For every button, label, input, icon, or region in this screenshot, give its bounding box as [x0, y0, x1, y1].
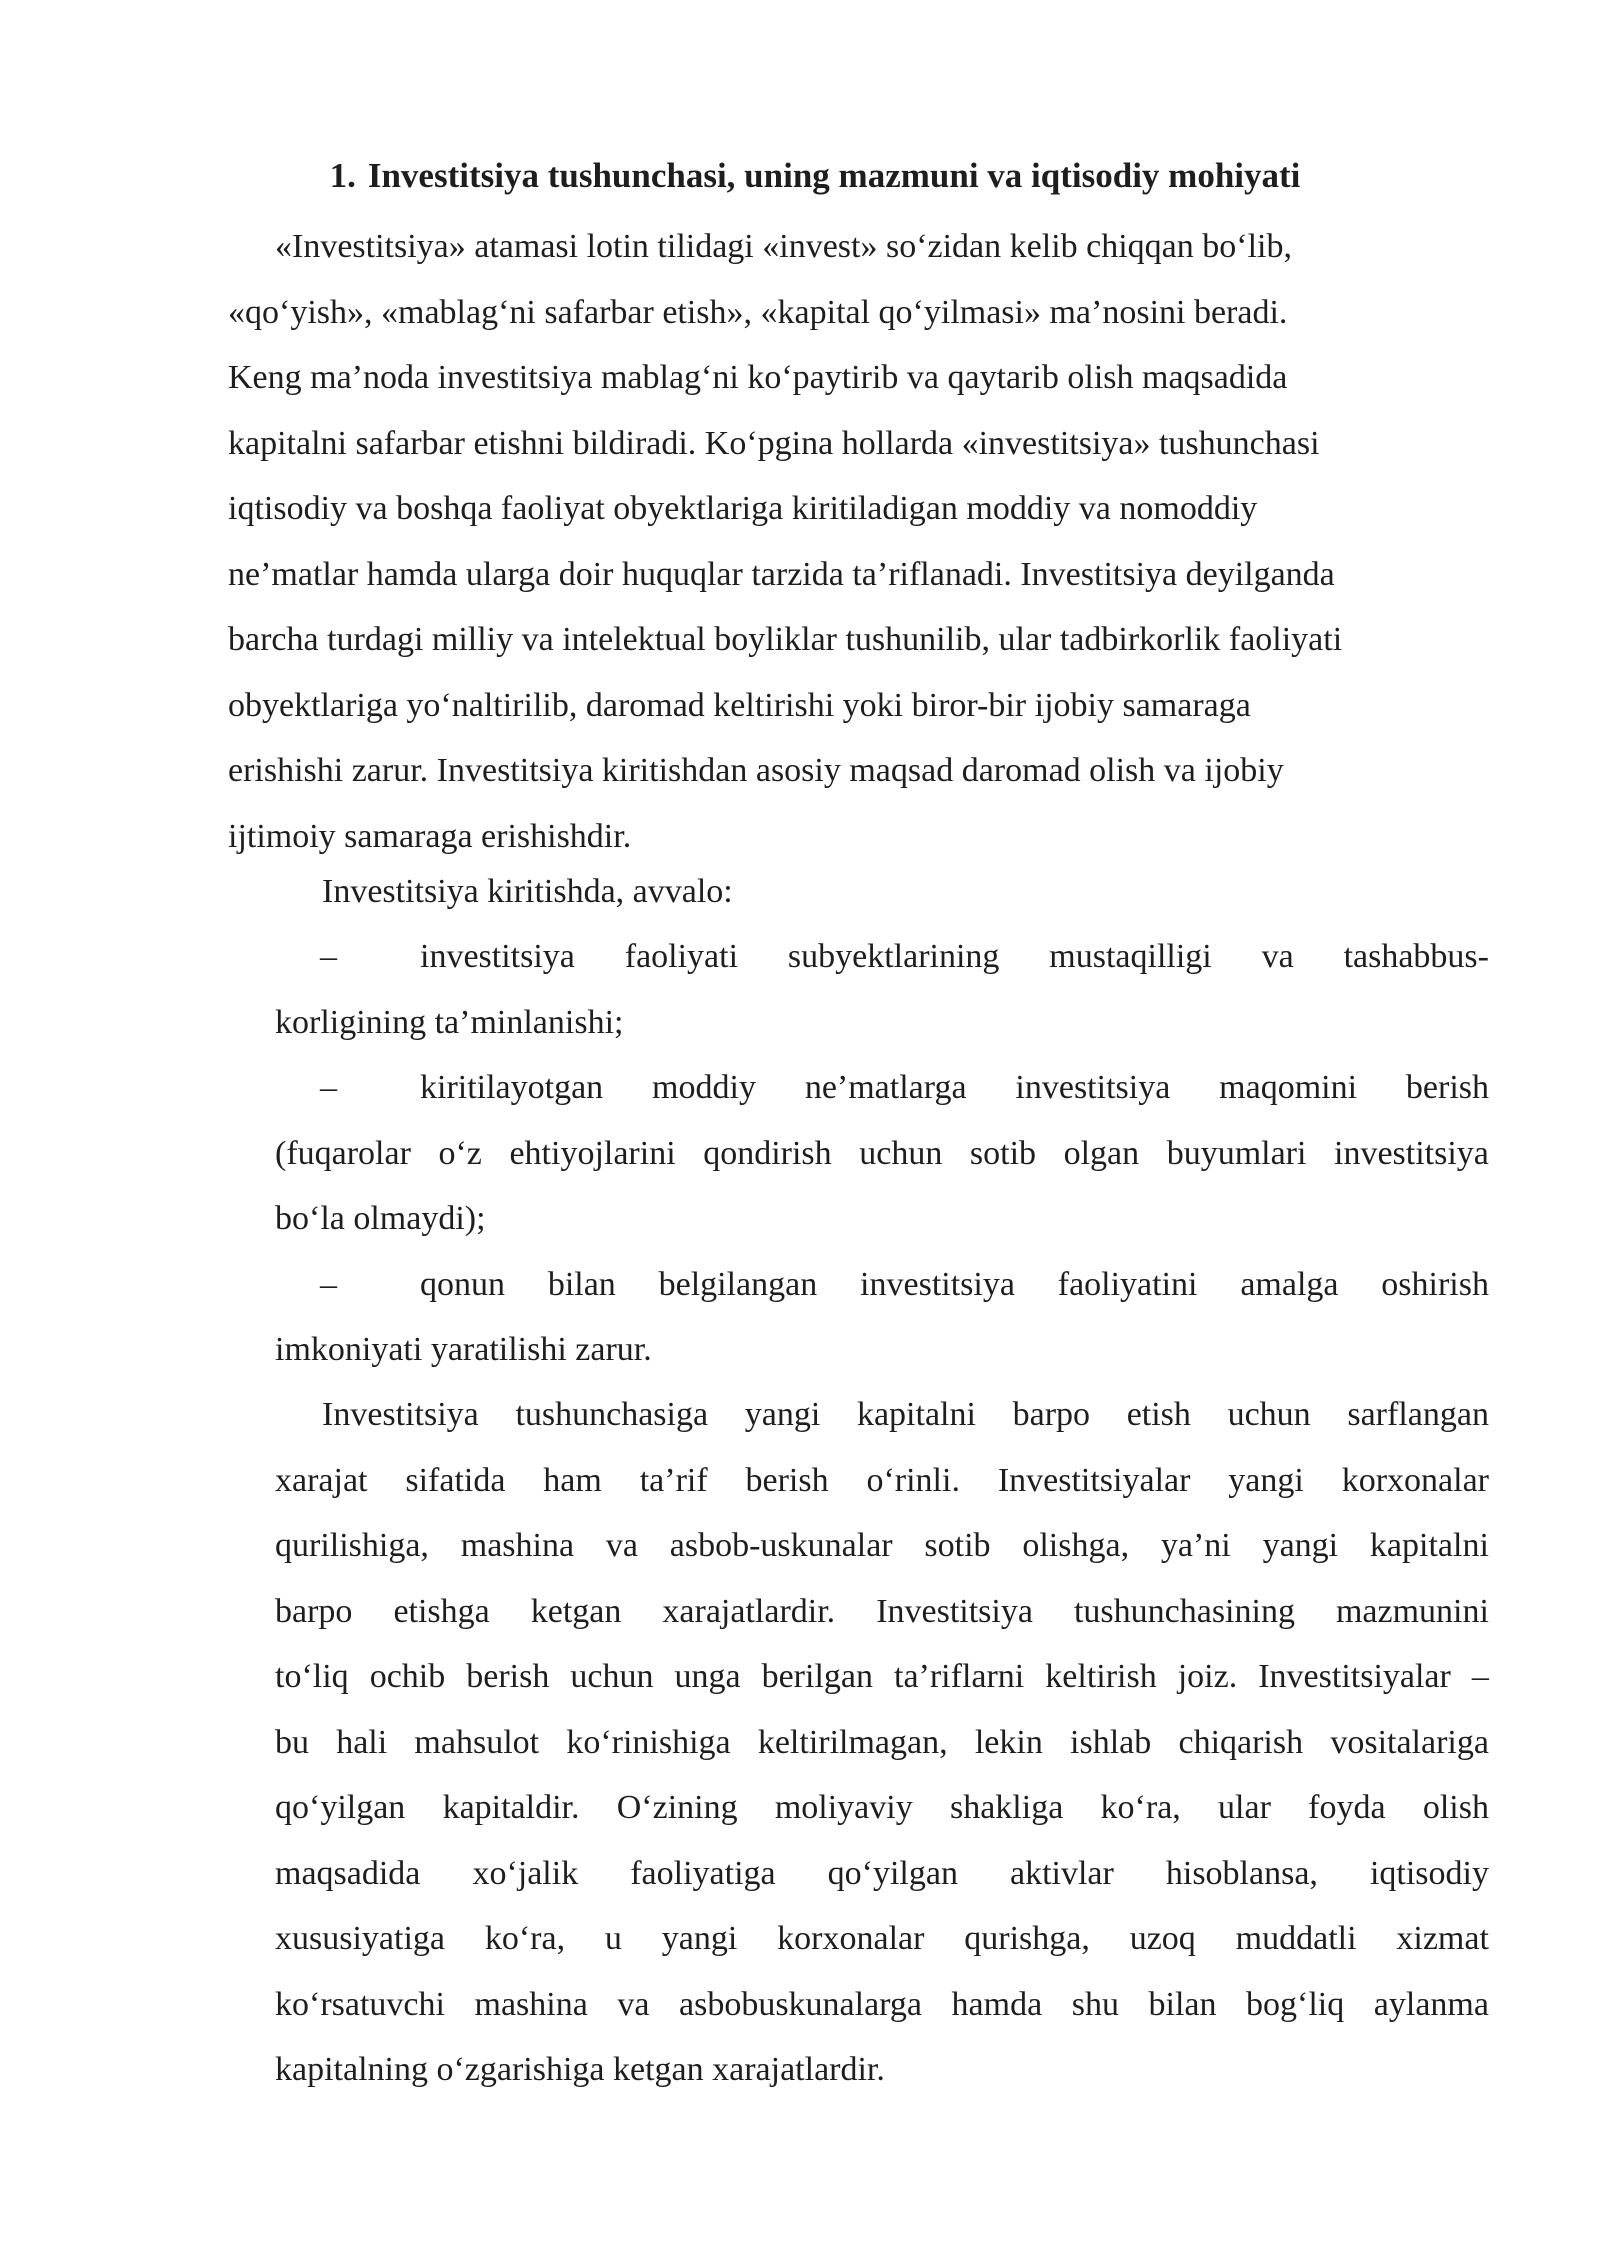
paragraph-line: erishishi zarur. Investitsiya kiritishdan asosiy maqsad daromad olish va ijobiy — [228, 752, 1284, 789]
list-item-text — [420, 924, 1489, 990]
word: qo‘yilgan — [275, 1789, 406, 1826]
word: Investitsiya — [876, 1592, 1033, 1630]
word: asbobuskunalarga — [679, 1985, 922, 2023]
word: ochib — [369, 1658, 446, 1695]
word: va — [617, 1985, 650, 2023]
word: xususiyatiga — [275, 1920, 445, 1957]
word: yangi — [1228, 1461, 1304, 1499]
word: belgilangan — [658, 1265, 818, 1303]
word: uzoq — [1129, 1920, 1196, 1957]
word: xarajatlardir. — [662, 1592, 836, 1630]
word: investitsiya — [1015, 1069, 1171, 1106]
word: o‘rinli. — [866, 1461, 960, 1499]
paragraph-line: Keng ma’noda investitsiya mablag‘ni ko‘paytirib va qaytarib olish maqsadida — [228, 359, 1288, 396]
word: kapitalni — [1369, 1527, 1489, 1564]
section-number: 1. — [329, 156, 356, 195]
paragraph-line: «qo‘yish», «mablag‘ni safarbar etish», «kapital qo‘yilmasi» ma’nosini beradi. — [228, 293, 1288, 331]
section-heading — [0, 152, 1600, 200]
word: sifatida — [405, 1461, 506, 1499]
list-item-line — [275, 1121, 1489, 1187]
paragraph-line: iqtisodiy va boshqa faoliyat obyektlariga kiritiladigan moddiy va nomoddiy — [228, 490, 1258, 527]
paragraph-line: ijtimoiy samaraga erishishdir. — [228, 817, 632, 855]
paragraph-line — [275, 1972, 1489, 2038]
paragraph-line: obyektlariga yo‘naltirilib, daromad keltirishi yoki biror-bir ijobiy samaraga — [228, 686, 1251, 724]
word: keltirilmagan, — [757, 1723, 948, 1761]
word: maqomini — [1219, 1069, 1358, 1106]
dash-bullet: – — [320, 1265, 337, 1303]
word: kapitalni — [856, 1396, 976, 1433]
paragraph-line: ne’matlar hamda ularga doir huquqlar tarzida ta’riflanadi. Investitsiya deyilganda — [228, 555, 1335, 593]
paragraph-line — [275, 1644, 1489, 1710]
word: faoliyatiga — [630, 1854, 776, 1892]
requirements-list — [275, 924, 1489, 1383]
word: O‘zining — [616, 1789, 738, 1826]
paragraph-line — [275, 1382, 1489, 1448]
word: aylanma — [1373, 1985, 1489, 2023]
word: ta’rif — [639, 1461, 708, 1499]
word: korxonalar — [1341, 1461, 1489, 1499]
word: – — [1471, 1658, 1489, 1695]
list-item-text — [420, 1055, 1489, 1121]
word: Investitsiya — [322, 1396, 479, 1433]
paragraph-line: «Investitsiya» atamasi lotin tilidagi «invest» so‘zidan kelib chiqqan bo‘lib, — [275, 228, 1292, 265]
paragraph-line — [275, 1841, 1489, 1907]
section-title: Investitsiya tushunchasi, uning mazmuni va iqtisodiy mohiyati — [367, 156, 1301, 195]
word: unga — [674, 1658, 741, 1695]
word: iqtisodiy — [1369, 1854, 1489, 1892]
word: tushunchasining — [1073, 1592, 1295, 1630]
word: qonun — [420, 1265, 505, 1303]
word: investitsiya — [420, 938, 575, 975]
word: qurilishiga, — [275, 1527, 429, 1564]
word: qo‘yilgan — [827, 1854, 958, 1892]
word: bu — [275, 1723, 309, 1761]
dash-bullet: – — [320, 938, 337, 975]
word: ketgan — [530, 1592, 622, 1630]
word: oshirish — [1381, 1265, 1489, 1303]
word: berish — [466, 1658, 550, 1695]
word: ko‘rinishiga — [566, 1723, 731, 1761]
list-intro: Investitsiya kiritishda, avvalo: — [322, 873, 733, 910]
word: ne’matlarga — [804, 1069, 967, 1106]
word: etishga — [393, 1592, 490, 1630]
word: aktivlar — [1010, 1854, 1114, 1892]
word: tushunchasiga — [515, 1396, 709, 1433]
word: ishlab — [1070, 1723, 1152, 1761]
word: vositalariga — [1330, 1723, 1489, 1761]
word: muddatli — [1235, 1920, 1357, 1957]
list-item-first-line — [275, 1252, 1489, 1318]
word: shu — [1071, 1985, 1119, 2023]
word: mazmunini — [1335, 1592, 1489, 1630]
word: faoliyati — [624, 938, 739, 975]
word: uchun — [1227, 1396, 1311, 1433]
dash-bullet: – — [320, 1069, 337, 1106]
word: yangi — [1262, 1527, 1339, 1564]
word: hamda — [951, 1985, 1043, 2023]
paragraph-line — [275, 1448, 1489, 1514]
list-item-line: korligining ta’minlanishi; — [275, 1003, 624, 1041]
word: amalga — [1240, 1265, 1339, 1303]
word: keltirish — [1045, 1658, 1157, 1695]
word: korxonalar — [777, 1920, 925, 1957]
word: hisoblansa, — [1165, 1854, 1318, 1892]
word: ko‘ra, — [1100, 1789, 1181, 1826]
list-item — [275, 924, 1489, 1055]
word: ham — [543, 1461, 602, 1499]
word: tashabbus- — [1343, 938, 1489, 975]
list-item-line: bo‘la olmaydi); — [275, 1200, 486, 1237]
paragraph-definition — [228, 214, 1488, 869]
word: uchun — [859, 1134, 943, 1172]
word: to‘liq — [275, 1658, 349, 1695]
word: sotib — [924, 1527, 991, 1564]
paragraph-line: kapitalni safarbar etishni bildiradi. Ko‘pgina hollarda «investitsiya» tushunchasi — [228, 424, 1320, 462]
word: xarajat — [275, 1461, 368, 1499]
word: yangi — [744, 1396, 821, 1433]
paragraph-line — [275, 1579, 1489, 1645]
list-item-line: imkoniyati yaratilishi zarur. — [275, 1331, 652, 1368]
word: ko‘ra, — [484, 1920, 566, 1957]
word: o‘z — [438, 1134, 482, 1172]
word: subyektlarining — [787, 938, 1000, 975]
word: va — [1261, 938, 1294, 975]
word: va — [605, 1527, 638, 1564]
word: sotib — [969, 1134, 1037, 1172]
word: joiz. — [1177, 1658, 1238, 1695]
paragraph-line — [275, 1710, 1489, 1776]
paragraph-capital — [275, 1382, 1489, 2103]
word: ular — [1218, 1789, 1271, 1826]
list-item-first-line — [275, 1055, 1489, 1121]
paragraph-line: kapitalning o‘zgarishiga ketgan xarajatlardir. — [275, 2051, 885, 2088]
word: kiritilayotgan — [420, 1069, 604, 1106]
word: investitsiya — [1334, 1134, 1489, 1172]
word: berilgan — [761, 1658, 873, 1695]
word: bilan — [1148, 1985, 1217, 2023]
word: xizmat — [1396, 1920, 1489, 1957]
word: bog‘liq — [1246, 1985, 1345, 2023]
word: olgan — [1063, 1134, 1140, 1172]
word: berish — [1405, 1069, 1489, 1106]
word: mustaqilligi — [1049, 938, 1212, 975]
word: mashina — [474, 1985, 588, 2023]
word: asbob-uskunalar — [669, 1527, 893, 1564]
word: chiqarish — [1178, 1723, 1304, 1761]
list-item-text — [420, 1252, 1489, 1318]
word: ya’ni — [1160, 1527, 1231, 1564]
word: mashina — [460, 1527, 575, 1564]
list-item — [275, 1252, 1489, 1383]
list-item — [275, 1055, 1489, 1252]
word: ta’riflarni — [894, 1658, 1025, 1695]
word: maqsadida — [275, 1854, 421, 1892]
paragraph-line — [275, 1775, 1489, 1841]
word: yangi — [661, 1920, 738, 1957]
word: olishga, — [1022, 1527, 1130, 1564]
word: Investitsiyalar — [997, 1461, 1191, 1499]
word: qondirish — [703, 1134, 832, 1172]
paragraph-line: barcha turdagi milliy va intelektual boyliklar tushunilib, ular tadbirkorlik faoliyati — [228, 621, 1343, 658]
word: ehtiyojlarini — [509, 1134, 676, 1172]
word: kapitaldir. — [442, 1789, 580, 1826]
word: etish — [1126, 1396, 1191, 1433]
list-item-first-line — [275, 924, 1489, 990]
paragraph-line — [275, 1906, 1489, 1972]
word: barpo — [275, 1592, 353, 1630]
paragraph-line — [275, 1513, 1489, 1579]
word: mahsulot — [414, 1723, 540, 1761]
word: xo‘jalik — [472, 1854, 579, 1892]
word: buyumlari — [1166, 1134, 1307, 1172]
word: ko‘rsatuvchi — [275, 1985, 445, 2023]
word: shakliga — [949, 1789, 1064, 1826]
word: lekin — [974, 1723, 1043, 1761]
word: investitsiya — [860, 1265, 1015, 1303]
word: u — [604, 1920, 622, 1957]
word: moliyaviy — [774, 1789, 913, 1826]
word: (fuqarolar — [275, 1134, 411, 1172]
word: sarflangan — [1347, 1396, 1489, 1433]
word: faoliyatini — [1057, 1265, 1198, 1303]
word: bilan — [547, 1265, 616, 1303]
word: olish — [1422, 1789, 1489, 1826]
word: qurishga, — [964, 1920, 1090, 1957]
word: uchun — [570, 1658, 654, 1695]
word: berish — [745, 1461, 829, 1499]
word: foyda — [1308, 1789, 1386, 1826]
word: moddiy — [652, 1069, 756, 1106]
word: barpo — [1012, 1396, 1091, 1433]
word: hali — [336, 1723, 388, 1761]
word: Investitsiyalar — [1258, 1658, 1451, 1695]
